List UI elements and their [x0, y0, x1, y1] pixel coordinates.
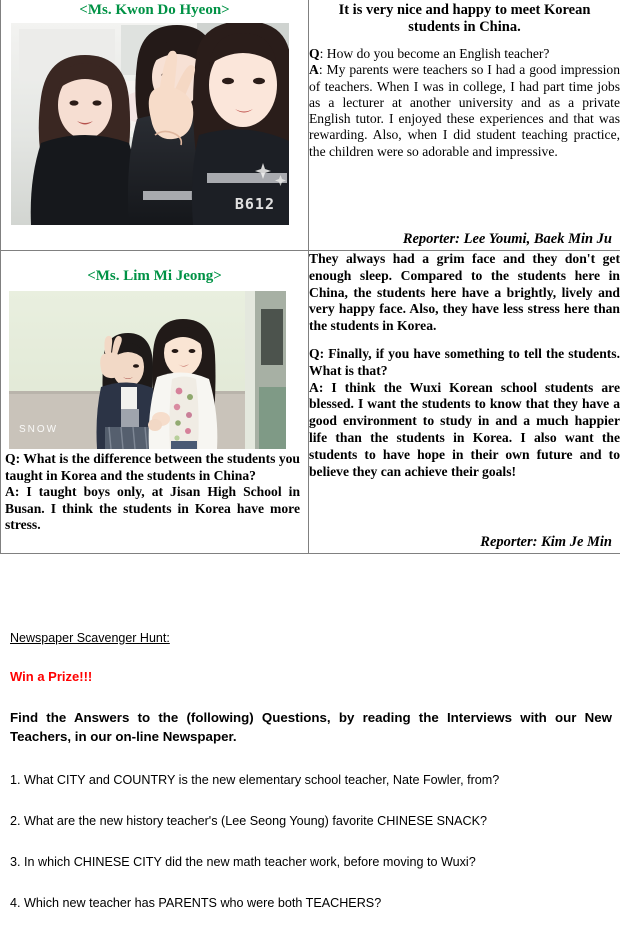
- interview-2-left-qa: [1, 449, 308, 534]
- interview-1-question: [309, 46, 620, 62]
- photo-kwon-do-hyeon: [11, 23, 289, 225]
- photo-watermark-b612: B612: [235, 195, 275, 213]
- scavenger-hunt-section: [10, 630, 614, 936]
- question-text: What is the difference between the students you taught in Korea and the students in China?: [5, 451, 300, 483]
- scavenger-hunt-question: 2. What are the new history teacher's (Lee Seong Young) favorite CHINESE SNACK?: [10, 813, 614, 829]
- answer-label: A:: [5, 484, 19, 499]
- answer-label: A:: [309, 380, 323, 395]
- article-headline: It is very nice and happy to meet Korean students in China.: [313, 2, 616, 36]
- question-label: Q:: [309, 346, 324, 361]
- answer-label: A: [309, 62, 319, 77]
- scavenger-hunt-question: 3. In which CHINESE CITY did the new math teacher work, before moving to Wuxi?: [10, 854, 614, 870]
- photo-lim-mi-jeong: [9, 291, 286, 449]
- cell-interview-1-text: [309, 0, 620, 251]
- interview-2-answer: [309, 380, 620, 481]
- answer-text: I taught boys only, at Jisan High School in Busan. I think the students in Korea have more stress.: [5, 484, 300, 532]
- reporter-credit-1: Reporter: Lee Youmi, Baek Min Ju: [403, 231, 612, 248]
- interview-2-question: [309, 346, 620, 380]
- teacher-name-1: <Ms. Kwon Do Hyeon>: [1, 1, 308, 20]
- win-a-prize-text: Win a Prize!!!: [10, 669, 614, 685]
- teacher-name-2: <Ms. Lim Mi Jeong>: [1, 267, 308, 286]
- question-label: Q: [309, 46, 320, 61]
- interview-2-answer-continued: They always had a grim face and they don't get enough sleep. Compared to the students here in China, the students here have a brightly, lively and very happy face. Also, they have less stress here than the students in Korea.: [309, 251, 620, 335]
- paragraph-spacer: [309, 335, 620, 346]
- question-label: Q:: [5, 451, 20, 466]
- interview-1-answer: [309, 62, 620, 160]
- table-row: [1, 0, 620, 251]
- answer-text: I think the Wuxi Korean school students are blessed. I want the students to know that they have a good environment to study in and a much happier life than the students in Korea. I also want the students to have hope in their own future and to believe they can achieve their goals!: [309, 380, 620, 479]
- answer-text: : My parents were teachers so I had a good impression of teachers. When I was in college, I had part time jobs as a lecturer at another university and as a private English tutor. I enjoyed these experiences and that was rewarding. Also, when I did student teaching practice, the children were so adorable and impressive.: [309, 62, 620, 158]
- scavenger-hunt-instructions: Find the Answers to the (following) Questions, by reading the Interviews with our New Teachers, in our on-line Newspaper.: [10, 708, 612, 746]
- photo-watermark-snow: SNOW: [19, 424, 58, 435]
- question-text: Finally, if you have something to tell the students. What is that?: [309, 346, 620, 378]
- cell-interview-2-text: [309, 251, 620, 554]
- table-row: [1, 251, 620, 554]
- scavenger-hunt-question: 1. What CITY and COUNTRY is the new elementary school teacher, Nate Fowler, from?: [10, 772, 614, 788]
- scavenger-hunt-question: 4. Which new teacher has PARENTS who were both TEACHERS?: [10, 895, 614, 911]
- cell-teacher-2-photo: [1, 251, 309, 554]
- question-text: : How do you become an English teacher?: [320, 46, 550, 61]
- scavenger-hunt-title: Newspaper Scavenger Hunt:: [10, 630, 614, 646]
- cell-teacher-1-photo: [1, 0, 309, 251]
- reporter-credit-2: Reporter: Kim Je Min: [480, 534, 612, 551]
